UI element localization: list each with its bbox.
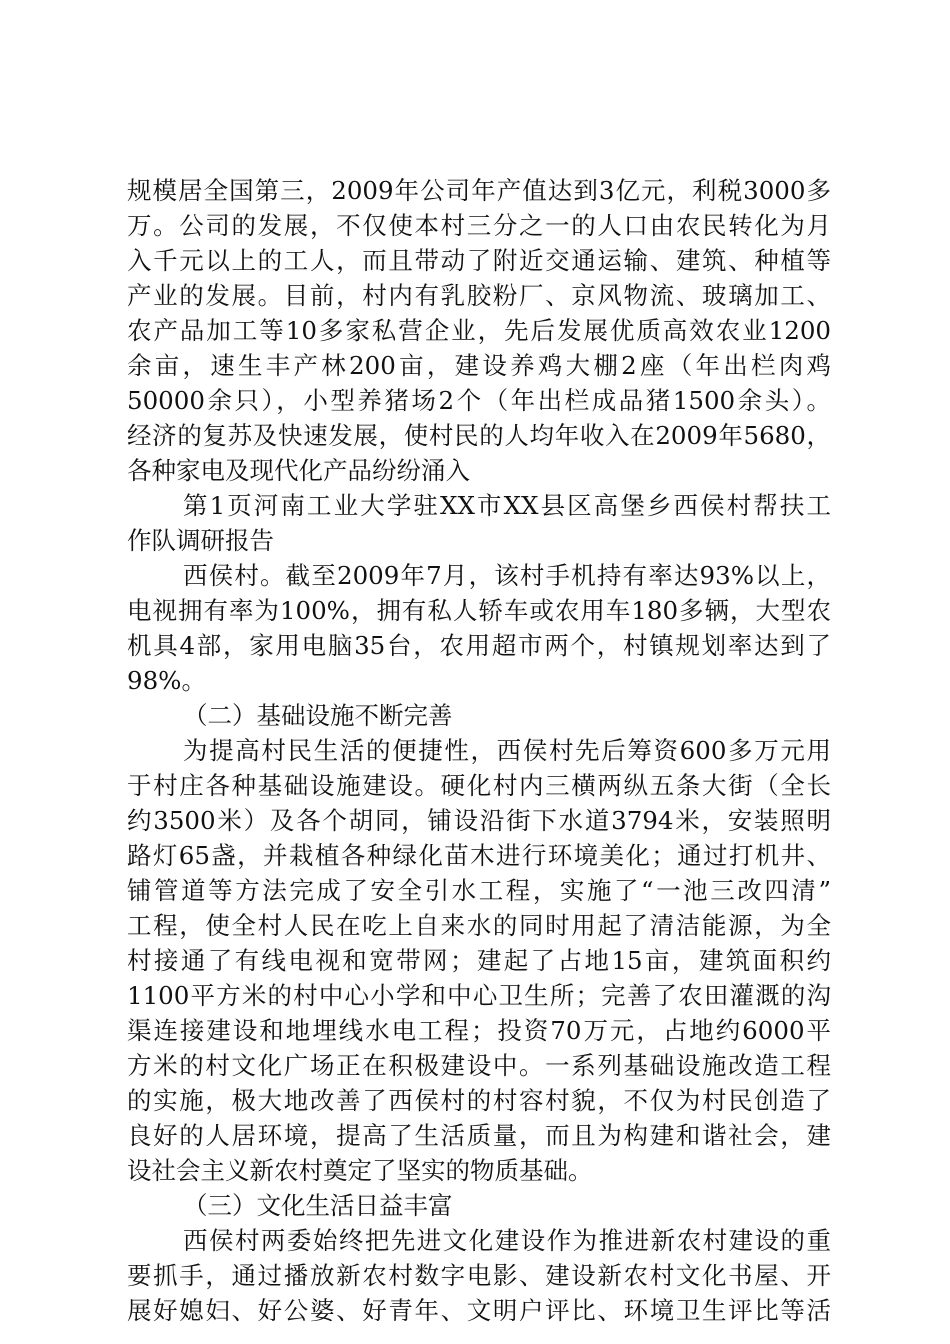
paragraph-start: 西侯村。截至2009年7月，该村手机持有率达93%以上， <box>183 561 831 590</box>
text-line: 入千元以上的工人，而且带动了附近交通运输、建筑、种植等 <box>127 246 831 275</box>
text-line: 50000余只），小型养猪场2个（年出栏成品猪1500余头）。 <box>127 386 831 415</box>
page-footer-line: 作队调研报告 <box>127 526 274 555</box>
text-line: 路灯65盏，并栽植各种绿化苗木进行环境美化；通过打机井、 <box>127 841 831 870</box>
text-line: 的实施，极大地改善了西侯村的村容村貌，不仅为村民创造了 <box>127 1086 831 1115</box>
text-line: 渠连接建设和地埋线水电工程；投资70万元，占地约6000平 <box>127 1016 831 1045</box>
text-line: 设社会主义新农村奠定了坚实的物质基础。 <box>127 1156 593 1185</box>
text-line: 1100平方米的村中心小学和中心卫生所；完善了农田灌溉的沟 <box>127 981 831 1010</box>
text-line: 98%。 <box>127 666 206 695</box>
text-line: 村接通了有线电视和宽带网；建起了占地15亩，建筑面积约 <box>127 946 831 975</box>
paragraph-start: 为提高村民生活的便捷性，西侯村先后筹资600多万元用 <box>183 736 831 765</box>
text-line: 良好的人居环境，提高了生活质量，而且为构建和谐社会，建 <box>127 1121 831 1150</box>
text-line: 于村庄各种基础设施建设。硬化村内三横两纵五条大街（全长 <box>127 771 831 800</box>
page-footer-line: 第1页河南工业大学驻XX市XX县区高堡乡西侯村帮扶工 <box>183 491 831 520</box>
text-line: 农产品加工等10多家私营企业，先后发展优质高效农业1200 <box>127 316 831 345</box>
paragraph-start: 西侯村两委始终把先进文化建设作为推进新农村建设的重 <box>183 1226 831 1255</box>
text-line: 万。公司的发展，不仅使本村三分之一的人口由农民转化为月 <box>127 211 831 240</box>
text-line: 要抓手，通过播放新农村数字电影、建设新农村文化书屋、开 <box>127 1261 831 1290</box>
text-line: 电视拥有率为100%，拥有私人轿车或农用车180多辆，大型农 <box>127 596 831 625</box>
text-line: 工程，使全村人民在吃上自来水的同时用起了清洁能源，为全 <box>127 911 831 940</box>
text-line: 铺管道等方法完成了安全引水工程，实施了“一池三改四清” <box>127 876 831 905</box>
body-text <box>127 173 831 1328</box>
text-line: 方米的村文化广场正在积极建设中。一系列基础设施改造工程 <box>127 1051 831 1080</box>
text-line: 规模居全国第三，2009年公司年产值达到3亿元，利税3000多 <box>127 176 831 205</box>
text-line: 机具4部，家用电脑35台，农用超市两个，村镇规划率达到了 <box>127 631 831 660</box>
text-line: 约3500米）及各个胡同，铺设沿街下水道3794米，安装照明 <box>127 806 831 835</box>
text-line: 展好媳妇、好公婆、好青年、文明户评比、环境卫生评比等活 <box>127 1296 831 1325</box>
text-line: 产业的发展。目前，村内有乳胶粉厂、京风物流、玻璃加工、 <box>127 281 831 310</box>
text-line: 经济的复苏及快速发展，使村民的人均年收入在2009年5680， <box>127 421 831 450</box>
text-line: 余亩，速生丰产林200亩，建设养鸡大棚2座（年出栏肉鸡 <box>127 351 831 380</box>
text-line: 各种家电及现代化产品纷纷涌入 <box>127 456 470 485</box>
section-heading: （二）基础设施不断完善 <box>183 701 453 730</box>
section-heading: （三）文化生活日益丰富 <box>183 1191 453 1220</box>
